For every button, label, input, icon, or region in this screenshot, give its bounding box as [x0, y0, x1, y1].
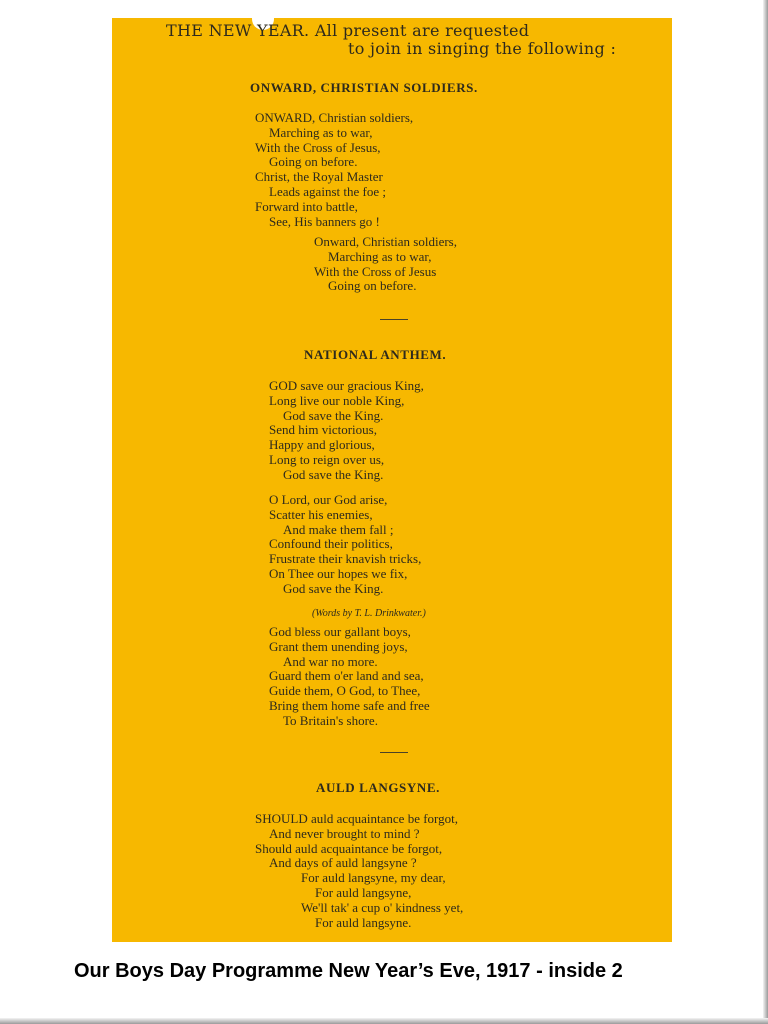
verse-line: Guard them o'er land and sea,	[269, 668, 424, 684]
hymn-verse-auld-langsyne	[255, 812, 463, 930]
verse-line: Should auld acquaintance be forgot,	[255, 840, 443, 856]
verse-line: SHOULD auld acquaintance be forgot,	[255, 811, 459, 826]
verse-line: Guide them, O God, to Thee,	[269, 683, 421, 699]
verse-line: God save the King.	[283, 466, 384, 482]
verse-line: And make them fall ;	[283, 521, 394, 537]
image-caption: Our Boys Day Programme New Year’s Eve, 1917 - inside 2	[74, 960, 623, 982]
header-line-2: to join in singing the following :	[348, 39, 617, 58]
frame-shadow-bottom	[0, 1018, 768, 1024]
verse-line: Bring them home safe and free	[269, 697, 430, 713]
verse-line: And days of auld langsyne ?	[269, 855, 417, 871]
verse-line: Going on before.	[269, 154, 358, 170]
section-divider	[380, 752, 408, 753]
programme-sheet	[112, 18, 672, 942]
verse-line: For auld langsyne,	[315, 884, 412, 900]
verse-line: We'll tak' a cup o' kindness yet,	[301, 899, 464, 915]
verse-line: Going on before.	[328, 278, 417, 294]
verse-line: Onward, Christian soldiers,	[314, 234, 457, 249]
verse-line: For auld langsyne, my dear,	[301, 870, 446, 886]
hymn-verse-anthem-3	[269, 625, 430, 729]
verse-line: Leads against the foe ;	[269, 183, 386, 199]
verse-line: God bless our gallant boys,	[269, 624, 411, 639]
frame-shadow-right	[763, 0, 768, 1024]
verse-line: Long live our noble King,	[269, 392, 405, 408]
verse-line: ONWARD, Christian soldiers,	[255, 110, 414, 125]
header-line-1: THE NEW YEAR. All present are requested	[166, 21, 530, 40]
hymn-verse-onward	[255, 111, 413, 229]
verse-line: Christ, the Royal Master	[255, 169, 383, 185]
verse-line: Grant them unending joys,	[269, 638, 408, 654]
verse-line: For auld langsyne.	[315, 914, 412, 930]
verse-line: And war no more.	[283, 653, 378, 669]
verse-line: Forward into battle,	[255, 198, 358, 214]
hymn-chorus-onward	[314, 235, 457, 294]
verse-line: Send him victorious,	[269, 422, 377, 438]
verse-line: On Thee our hopes we fix,	[269, 565, 408, 581]
verse-line: Happy and glorious,	[269, 437, 375, 453]
verse-line: To Britain's shore.	[283, 712, 378, 728]
verse-line: With the Cross of Jesus	[314, 263, 437, 279]
verse-line: And never brought to mind ?	[269, 825, 420, 841]
verse-line: With the Cross of Jesus,	[255, 139, 381, 155]
words-credit: (Words by T. L. Drinkwater.)	[312, 608, 426, 619]
verse-line: Scatter his enemies,	[269, 506, 373, 522]
verse-line: God save the King.	[283, 407, 384, 423]
verse-line: Marching as to war,	[328, 248, 432, 264]
section-divider	[380, 319, 408, 320]
hymn-title-auld-langsyne: AULD LANGSYNE.	[316, 780, 440, 795]
verse-line: O Lord, our God arise,	[269, 492, 388, 507]
verse-line: Long to reign over us,	[269, 451, 385, 467]
verse-line: God save the King.	[283, 580, 384, 596]
hymn-verse-anthem-1	[269, 379, 424, 483]
verse-line: See, His banners go !	[269, 213, 380, 229]
verse-line: Frustrate their knavish tricks,	[269, 551, 422, 567]
hymn-title-onward: ONWARD, CHRISTIAN SOLDIERS.	[250, 80, 478, 95]
verse-line: Confound their politics,	[269, 536, 393, 552]
verse-line: GOD save our gracious King,	[269, 378, 424, 393]
hymn-title-national-anthem: NATIONAL ANTHEM.	[304, 347, 447, 362]
hymn-verse-anthem-2	[269, 493, 421, 597]
verse-line: Marching as to war,	[269, 124, 373, 140]
